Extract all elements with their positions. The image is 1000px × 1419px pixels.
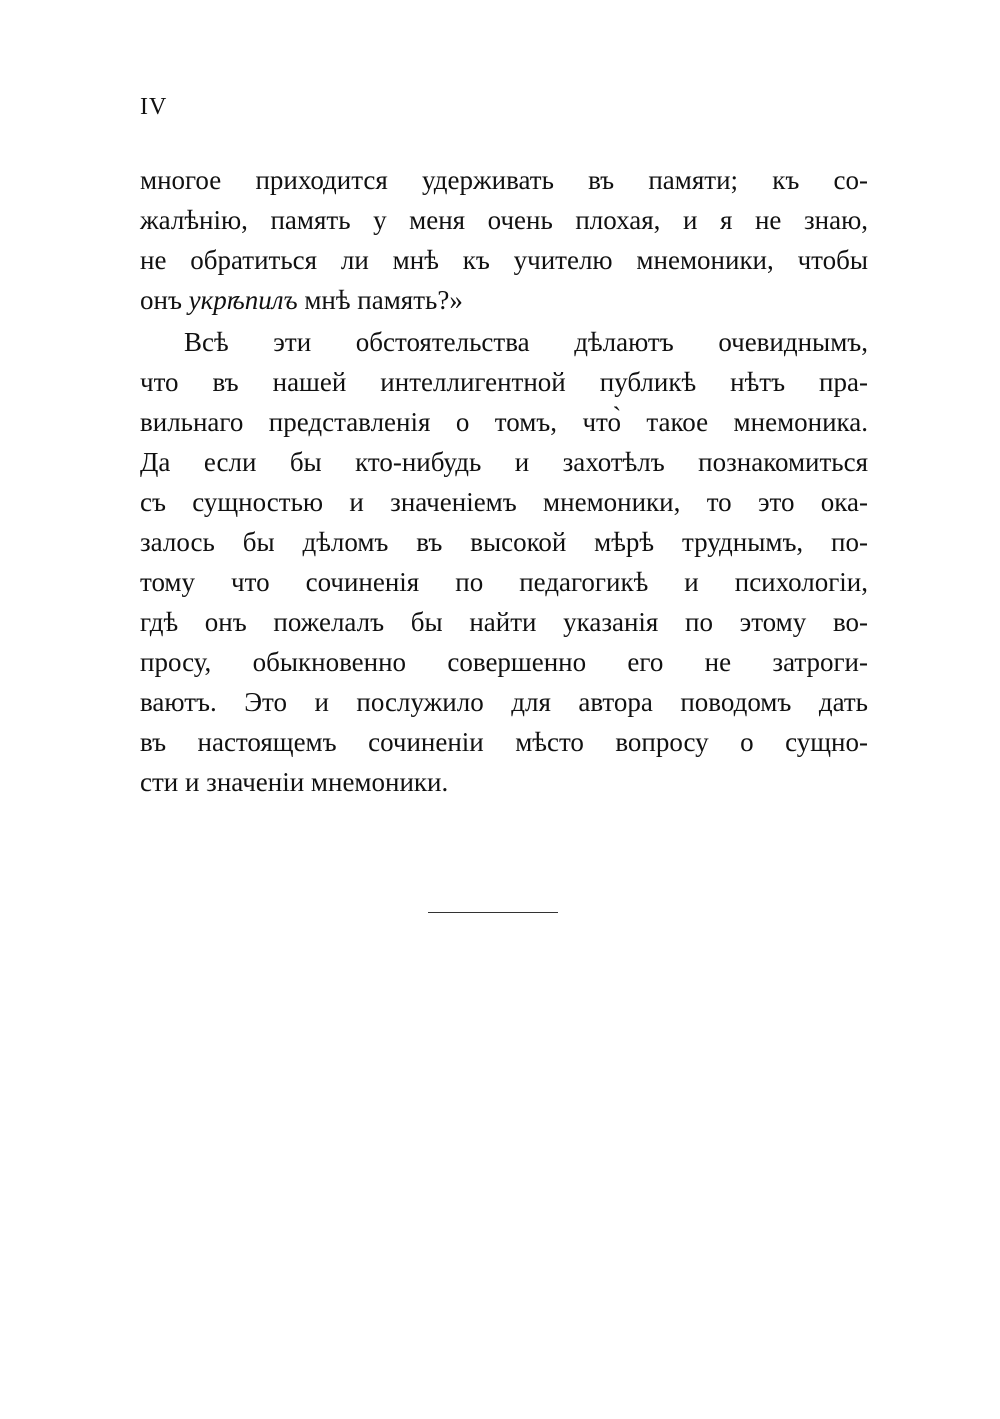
paragraph-first-line: Всѣ эти обстоятельства дѣлаютъ очевиднымъ, [184,327,868,357]
text-line: залось бы дѣломъ въ высокой мѣрѣ труднымъ, по- [140,527,868,557]
text-line: сти и значеніи мнемоники. [140,767,449,797]
text-line: Да если бы кто-нибудь и захотѣлъ познакомиться [140,447,868,477]
text-line: что въ нашей интеллигентной публикѣ нѣтъ пра- [140,367,868,397]
text-line: многое приходится удерживать въ памяти; къ со- [140,165,868,195]
text-line: въ настоящемъ сочиненіи мѣсто вопросу о сущно- [140,727,868,757]
text-fragment: онъ [140,285,189,315]
section-divider-rule [428,912,558,913]
text-line: жалѣнію, память у меня очень плохая, и я не знаю, [140,205,868,235]
text-fragment: мнѣ память?» [297,285,463,315]
text-line [140,280,868,320]
italic-emphasis: укрѣпилъ [188,285,298,315]
text-line: съ сущностью и значеніемъ мнемоники, то это ока- [140,487,868,517]
text-line: тому что сочиненія по педагогикѣ и психологіи, [140,567,868,597]
page-number: IV [140,94,168,120]
text-line: вильнаго представленія о томъ, что̀ такое мнемоника. [140,407,868,437]
text-line: не обратиться ли мнѣ къ учителю мнемоники, чтобы [140,245,868,275]
text-line: гдѣ онъ пожелалъ бы найти указанія по этому во- [140,607,868,637]
text-line: просу, обыкновенно совершенно его не затроги- [140,647,868,677]
body-text [140,160,868,802]
text-line: ваютъ. Это и послужило для автора поводомъ дать [140,687,868,717]
